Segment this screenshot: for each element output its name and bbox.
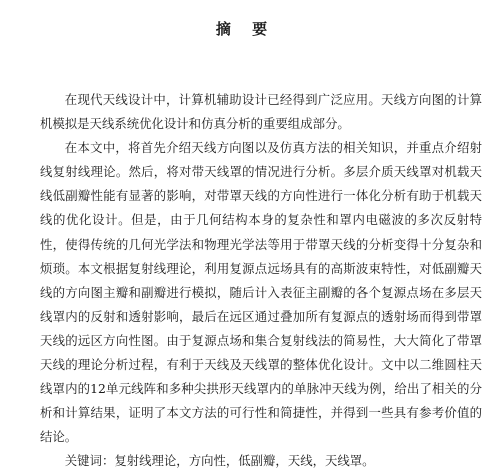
abstract-paragraph-2: 在本文中，将首先介绍天线方向图以及仿真方法的相关知识，并重点介绍射线复射线理论。然后，将对带天线罩的情况进行分析。多层介质天线罩对机载天线低副瓣性能有显著的影响，对带罩天线的方向性进行一体化分析有助于机载天线的优化设计。但是，由于几何结构本身的复杂性和罩内电磁波的多次反射特性，使得传统的几何光学法和物理光学法等用于带罩天线的分析变得十分复杂和烦琐。本文根据复射线理论，利用复源点远场具有的高斯波束特性，对低副瓣天线的方向图主瓣和副瓣进行模拟，随后计入表征主副瓣的各个复源点场在多层天线罩内的反射和透射影响，最后在远区通过叠加所有复源点的透射场而得到带罩天线的远区方向性图。由于复源点场和集合复射线法的简易性，大大简化了带罩天线的理论分析过程，有利于天线及天线罩的整体优化设计。文中以二维圆柱天线罩内的12单元线阵和多种尖拱形天线罩内的单脉冲天线为例，给出了相关的分析和计算结果，证明了本文方法的可行性和简捷性，并得到一些具有参考价值的结论。: [40, 140, 482, 445]
keywords-line: [40, 449, 482, 473]
abstract-body: [40, 88, 482, 474]
page-title: 摘 要: [215, 20, 276, 38]
keywords-text: 复射线理论，方向性，低副瓣，天线，天线罩。: [114, 453, 375, 469]
abstract-paragraph-1: 在现代天线设计中，计算机辅助设计已经得到广泛应用。天线方向图的计算机模拟是天线系统优化设计和仿真分析的重要组成部分。: [40, 92, 482, 132]
keywords-label: 关键词：: [64, 453, 115, 469]
